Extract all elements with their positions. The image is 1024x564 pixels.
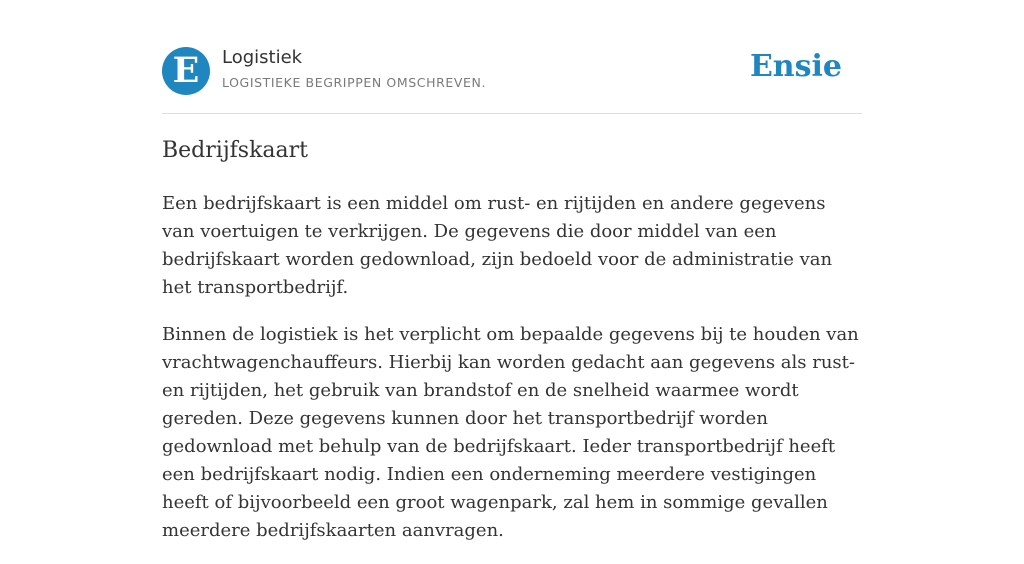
article-body: [162, 190, 862, 564]
site-subtitle: LOGISTIEKE BEGRIPPEN OMSCHREVEN.: [222, 75, 487, 90]
site-title[interactable]: Logistiek: [222, 47, 303, 68]
site-logo[interactable]: E: [162, 47, 210, 95]
paragraph: Binnen de logistiek is het verplicht om bepaalde gegevens bij te houden van vrachtwagenchauffeurs. Hierbij kan worden gedacht aan gegevens als rust- en rijtijden, het gebruik van brandstof en de snelheid waarmee wordt gereden. Deze gegevens kunnen door het transportbedrijf worden gedownload met behulp van de bedrijfskaart. Ieder transportbedrijf heeft een bedrijfskaart nodig. Indien een onderneming meerdere vestigingen heeft of bijvoorbeeld een groot wagenpark, zal hem in sommige gevallen meerdere bedrijfskaarten aanvragen.: [162, 324, 859, 541]
site-header: [162, 45, 862, 97]
article-title: Bedrijfskaart: [162, 138, 308, 163]
paragraph: Een bedrijfskaart is een middel om rust- en rijtijden en andere gegevens van voertuigen te verkrijgen. De gegevens die door middel van een bedrijfskaart worden gedownload, zijn bedoeld voor de administratie van het transportbedrijf.: [162, 193, 833, 298]
header-divider: [162, 113, 862, 114]
brand-logo[interactable]: Ensie: [749, 49, 842, 84]
